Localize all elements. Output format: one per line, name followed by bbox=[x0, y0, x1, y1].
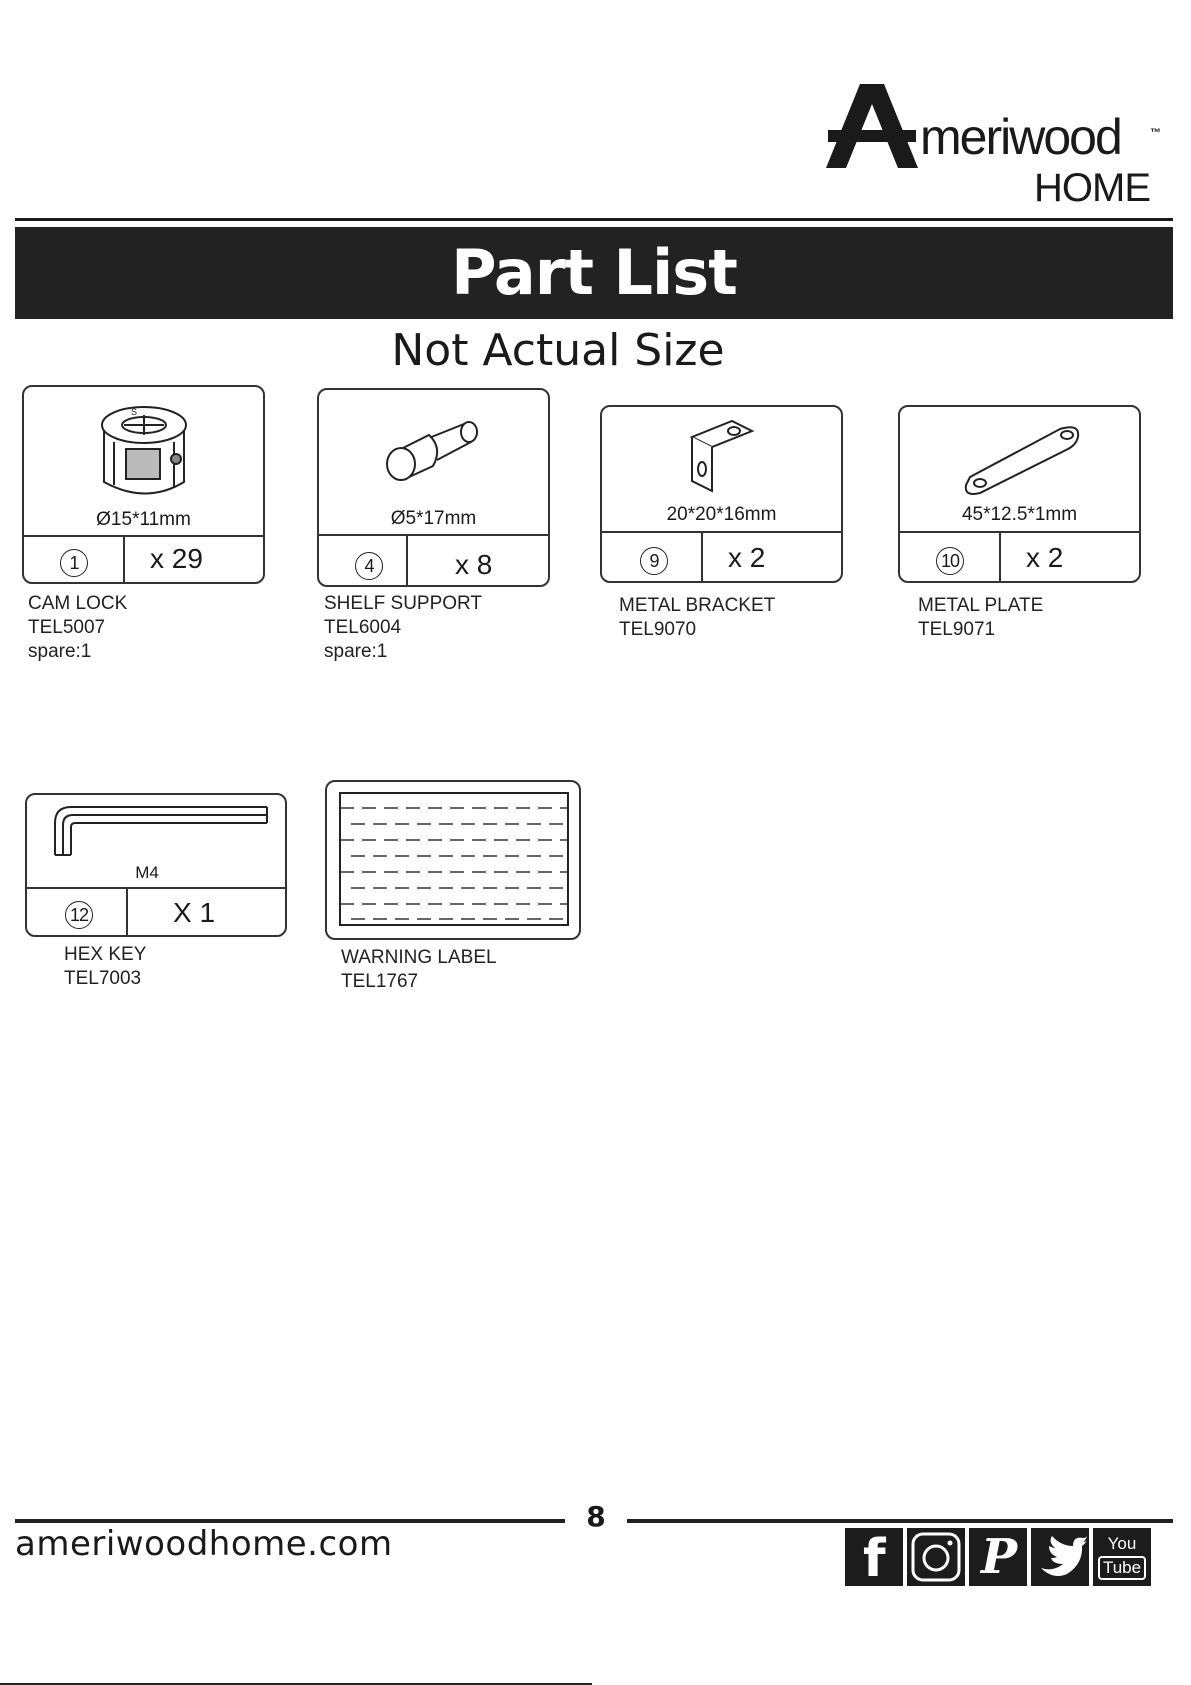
facebook-glyph: f bbox=[863, 1529, 886, 1589]
metal-bracket-icon bbox=[602, 407, 845, 517]
part-name: METAL BRACKET bbox=[619, 595, 776, 616]
part-name: WARNING LABEL bbox=[341, 947, 497, 968]
part-spare: spare:1 bbox=[28, 641, 92, 662]
part-code: TEL9070 bbox=[619, 619, 697, 640]
shelf-support-icon bbox=[319, 390, 552, 520]
part-size: Ø5*17mm bbox=[390, 508, 477, 529]
part-name: HEX KEY bbox=[64, 944, 147, 965]
instagram-icon[interactable] bbox=[907, 1528, 965, 1586]
part-label-shelf-support bbox=[324, 592, 482, 664]
part-spare: spare:1 bbox=[324, 641, 388, 662]
part-number: 9 bbox=[640, 547, 668, 575]
logo-trademark: ™ bbox=[1150, 127, 1161, 139]
cam-lock-icon bbox=[24, 387, 267, 517]
part-number: 10 bbox=[936, 547, 964, 575]
youtube-icon[interactable] bbox=[1093, 1528, 1151, 1586]
instagram-glyph bbox=[907, 1528, 965, 1586]
part-code: TEL1767 bbox=[341, 971, 419, 992]
logo-a-mark bbox=[826, 82, 926, 172]
pinterest-icon[interactable] bbox=[969, 1528, 1027, 1586]
part-size: 20*20*16mm bbox=[666, 504, 777, 525]
part-number: 12 bbox=[65, 901, 93, 929]
twitter-icon[interactable] bbox=[1031, 1528, 1089, 1586]
header-rule bbox=[15, 218, 1173, 221]
youtube-you: You bbox=[1107, 1534, 1137, 1553]
page-number: 8 bbox=[586, 1500, 606, 1533]
page-title: Part List bbox=[15, 227, 1173, 319]
website-link[interactable]: ameriwoodhome.com bbox=[15, 1524, 393, 1564]
footer-rule-right bbox=[627, 1519, 1173, 1523]
part-name: METAL PLATE bbox=[918, 595, 1044, 616]
part-label-hex-key bbox=[64, 943, 146, 991]
part-label-metal-bracket bbox=[619, 594, 775, 642]
brand-logo bbox=[826, 82, 1166, 212]
part-card-metal-bracket bbox=[600, 405, 843, 583]
twitter-glyph bbox=[1031, 1528, 1089, 1586]
logo-wordmark: meriwood bbox=[920, 109, 1121, 165]
facebook-icon[interactable] bbox=[845, 1528, 903, 1589]
part-quantity: x 2 bbox=[728, 542, 766, 573]
pinterest-glyph: P bbox=[981, 1529, 1018, 1585]
part-size: Ø15*11mm bbox=[96, 509, 191, 530]
logo-home: HOME bbox=[1034, 166, 1150, 210]
part-card-hex-key bbox=[25, 793, 287, 937]
part-name: CAM LOCK bbox=[28, 593, 128, 614]
metal-plate-icon bbox=[900, 407, 1143, 517]
svg-text:S: S bbox=[131, 407, 138, 417]
part-number: 4 bbox=[355, 552, 383, 580]
part-quantity: x 29 bbox=[150, 543, 203, 574]
part-quantity: x 8 bbox=[455, 549, 493, 580]
part-label-metal-plate bbox=[918, 594, 1043, 642]
part-code: TEL5007 bbox=[28, 617, 106, 638]
warning-label-icon bbox=[327, 782, 583, 942]
part-label-warning-label bbox=[341, 946, 497, 994]
part-size: M4 bbox=[135, 863, 159, 882]
part-code: TEL9071 bbox=[918, 619, 996, 640]
part-label-cam-lock bbox=[28, 592, 127, 664]
page-subtitle: Not Actual Size bbox=[391, 325, 725, 376]
part-card-shelf-support bbox=[317, 388, 550, 587]
part-code: TEL7003 bbox=[64, 968, 142, 989]
part-code: TEL6004 bbox=[324, 617, 402, 638]
part-number: 1 bbox=[60, 549, 88, 577]
youtube-tube: Tube bbox=[1098, 1556, 1146, 1580]
part-card-warning-label bbox=[325, 780, 581, 940]
part-size: 45*12.5*1mm bbox=[961, 504, 1078, 525]
part-card-metal-plate bbox=[898, 405, 1141, 583]
part-quantity: X 1 bbox=[173, 897, 216, 928]
part-card-cam-lock bbox=[22, 385, 265, 584]
part-quantity: x 2 bbox=[1026, 542, 1064, 573]
part-name: SHELF SUPPORT bbox=[324, 593, 483, 614]
